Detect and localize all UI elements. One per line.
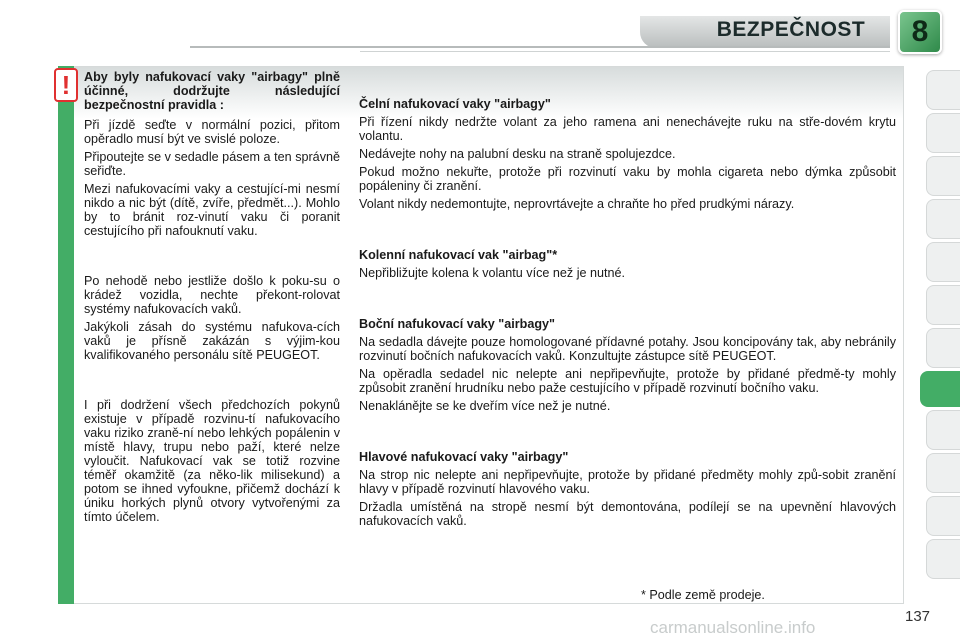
left-section — [84, 274, 340, 362]
paragraph: Při řízení nikdy nedržte volant za jeho ramena ani nenechávejte ruku na stře-dovém krytu volantu. — [359, 115, 896, 143]
chapter-tab — [926, 70, 960, 110]
paragraph: Pokud možno nekuřte, protože při rozvinutí vaku by mohla cigareta nebo dýmka způsobit popáleniny či zranění. — [359, 165, 896, 193]
section-front-airbags — [359, 97, 896, 211]
paragraph: Nedávejte nohy na palubní desku na straně spolujezdce. — [359, 147, 676, 161]
paragraph: Připoutejte se v sedadle pásem a ten správně seřiďte. — [84, 150, 340, 178]
chapter-title: BEZPEČNOST — [716, 18, 866, 41]
paragraph: Jakýkoli zásah do systému nafukova-cích vaků je přísně zakázán s výjim-kou kvalifikovaného personálu sítě PEUGEOT. — [84, 320, 340, 362]
chapter-tab — [926, 410, 960, 450]
paragraph: Na sedadla dávejte pouze homologované přídavné potahy. Jsou koncipovány tak, aby nebránily rozvinutí bočních nafukovacích vaků. Konzultujte zástupce sítě PEUGEOT. — [359, 335, 896, 363]
chapter-tab — [926, 328, 960, 368]
warning-icon: ! — [54, 68, 78, 102]
section-heading: Hlavové nafukovací vaky "airbagy" — [359, 450, 569, 464]
paragraph: I při dodržení všech předchozích pokynů existuje v případě rozvinu-tí nafukovacího vaku riziko zraně-ní nebo lehkých popálenin v místě hlavy, trupu nebo paží, které nelze vyloučit. Nafukovací vak se totiž rozvine téměř okamžitě (za něko-lik milisekund) a potom se ihned vyfoukne, přičemž dochází k úniku horkých plynů otvory vytvořenými za tímto účelem. — [84, 398, 340, 524]
footnote: * Podle země prodeje. — [641, 588, 765, 602]
chapter-tab-active — [920, 371, 960, 407]
paragraph: Nepřibližujte kolena k volantu více než je nutné. — [359, 266, 626, 280]
header-rule-secondary — [360, 51, 890, 52]
chapter-tab — [926, 156, 960, 196]
paragraph: Volant nikdy nedemontujte, neprovrtávejte a chraňte ho před prudkými nárazy. — [359, 197, 795, 211]
page-number: 137 — [905, 608, 931, 625]
section-curtain-airbags — [359, 450, 896, 528]
paragraph: Na opěradla sedadel nic nelepte ani nepřipevňujte, protože by přidané předmě-ty mohly způsobit zranění hrudníku nebo paže cestujícího v případě rozvinutí bočního vaku. — [359, 367, 896, 395]
chapter-tab — [926, 199, 960, 239]
right-column — [359, 97, 896, 532]
chapter-tab — [926, 113, 960, 153]
chapter-tabs — [926, 70, 960, 582]
section-heading: Čelní nafukovací vaky "airbagy" — [359, 97, 551, 111]
section-heading: Boční nafukovací vaky "airbagy" — [359, 317, 556, 331]
paragraph: Při jízdě seďte v normální pozici, přitom opěradlo musí být ve svislé poloze. — [84, 118, 340, 146]
chapter-tab — [926, 453, 960, 493]
left-section — [84, 398, 340, 524]
paragraph: Mezi nafukovacími vaky a cestující-mi nesmí nikdo a nic být (dítě, zvíře, předmět...). Mohlo by to bránit roz-vinutí vaku či poranit cestujícího při nafouknutí vaku. — [84, 182, 340, 238]
paragraph: Na strop nic nelepte ani nepřipevňujte, protože by přidané předměty mohly způ-sobit zranění hlavy v případě rozvinutí hlavového vaku. — [359, 468, 896, 496]
paragraph: Po nehodě nebo jestliže došlo k poku-su o krádež vozidla, nechte překont-rolovat systémy nafukovacích vaků. — [84, 274, 340, 316]
section-knee-airbag — [359, 248, 896, 280]
chapter-tab — [926, 242, 960, 282]
paragraph: Nenaklánějte se ke dveřím více než je nutné. — [359, 399, 611, 413]
warning-strip — [58, 66, 74, 604]
chapter-number-badge: 8 — [898, 10, 942, 54]
left-column-title: Aby byly nafukovací vaky "airbagy" plně účinné, dodržujte následující bezpečnostní pravidla : — [84, 70, 340, 112]
chapter-tab — [926, 285, 960, 325]
watermark: carmanualsonline.info — [650, 618, 816, 637]
chapter-tab — [926, 539, 960, 579]
left-section — [84, 118, 340, 238]
paragraph: Držadla umístěná na stropě nesmí být demontována, podílejí se na upevnění hlavových nafukovacích vaků. — [359, 500, 896, 528]
left-column — [84, 70, 340, 528]
chapter-tab — [926, 496, 960, 536]
section-side-airbags — [359, 317, 896, 413]
section-heading: Kolenní nafukovací vak "airbag"* — [359, 248, 558, 262]
header-rule — [190, 46, 890, 48]
